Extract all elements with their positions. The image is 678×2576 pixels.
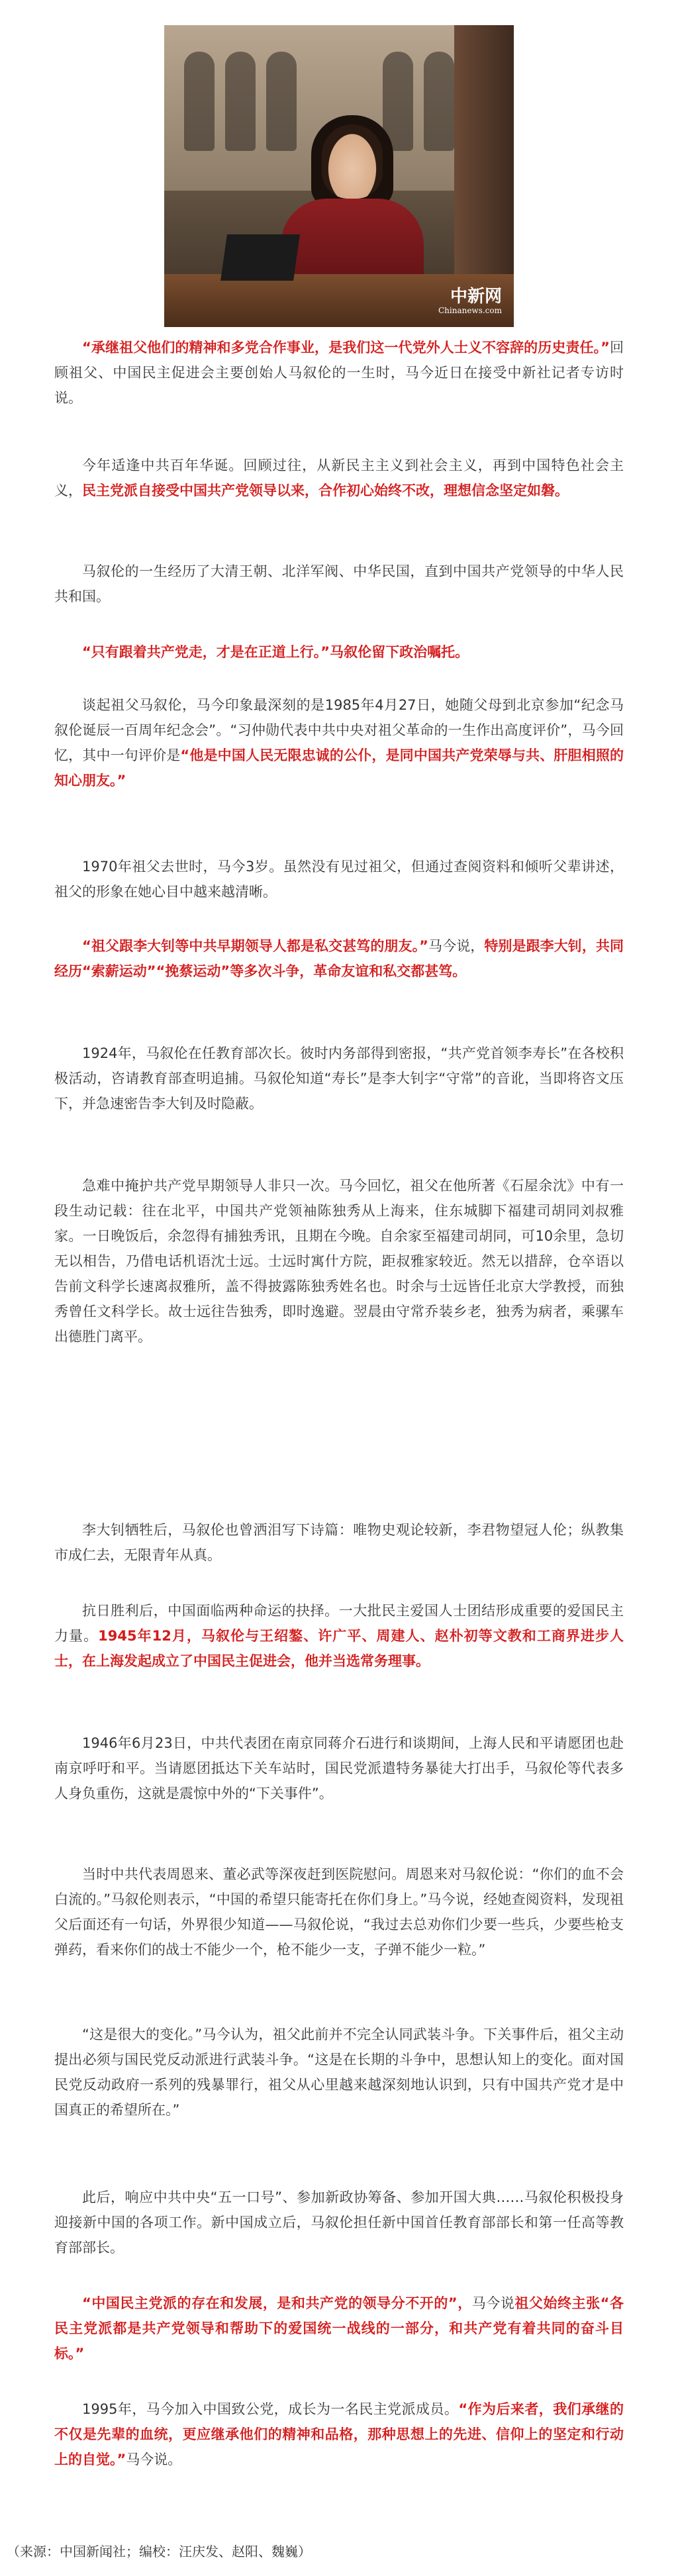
paragraph-7 [54,933,624,984]
paragraph-17 [54,2397,624,2472]
paragraph-11 [54,1598,624,1674]
paragraph-5 [54,692,624,793]
paragraph-text: 1946年6月23日，中共代表团在南京同蒋介石进行和谈期间，上海人民和平请愿团也赴南京呼吁和平。当请愿团抵达下关车站时，国民党派遣特务暴徒大打出手，马叙伦等代表多人身负重伤，这就是震惊中外的“下关事件”。 [54,1735,624,1801]
interview-photo [164,25,514,327]
paragraph-text: 急难中掩护共产党早期领导人非只一次。马今回忆，祖父在他所著《石屋余沈》中有一段生动记载：往在北平，中国共产党领袖陈独秀从上海来，住东城脚下福建司胡同刘叔雅家。一日晚饭后，余忽得有捕独秀讯，且期在今晚。自余家至福建司胡同，可10余里，急切无以相告，乃借电话机语沈士远。士远时寓什方院，距叔雅家较近。然无以措辞，仓卒语以告前文科学长速离叔雅所，盖不得披露陈独秀姓名也。时余与士远皆任北京大学教授，而独秀曾任文科学长。故士远往告独秀，即时逸避。翌晨由守常乔装乡老，独秀为病者，乘骡车出德胜门离平。 [54,1178,624,1345]
paragraph-text: 今年适逢中共百年华诞。回顾过往，从新民主主义到社会主义，再到中国特色社会主义， [54,457,624,499]
highlight-quote: 祖父始终主张“各民主党派都是共产党领导和帮助下的爱国统一战线的一部分，和共产党有着共同的奋斗目标。” [54,2295,624,2361]
photo-background-figure [424,52,454,151]
paragraph-15 [54,2185,624,2260]
paragraph-text: 当时中共代表周恩来、董必武等深夜赶到医院慰问。周恩来对马叙伦说：“你们的血不会白流的。”马叙伦则表示，“中国的希望只能寄托在你们身上。”马今说，经她查阅资料，发现祖父后面还有一句话，外界很少知道——马叙伦说，“我过去总劝你们少要一些兵，少要些枪支弹药，看来你们的战士不能少一个，枪不能少一支，子弹不能少一粒。” [54,1866,624,1958]
paragraph-text: “这是很大的变化。”马今认为，祖父此前并不完全认同武装斗争。下关事件后，祖父主动提出必须与国民党反动派进行武装斗争。“这是在长期的斗争中，思想认知上的变化。面对国民党反动政府一系列的残暴罪行，祖父从心里越来越深刻地认识到，只有中国共产党才是中国真正的希望所在。” [54,2027,624,2118]
watermark-logo-text: 中新网 [450,287,502,307]
highlight-quote: 1945年12月，马叙伦与王绍鏊、许广平、周建人、赵朴初等文教和工商界进步人士，在上海发起成立了中国民主促进会，他并当选常务理事。 [54,1628,624,1669]
source-credit: （来源：中国新闻社；编校：汪庆发、赵阳、魏巍） [7,2544,311,2559]
paragraph-text: 1924年，马叙伦在任教育部次长。彼时内务部得到密报，“共产党首领李寿长”在各校积极活动，咨请教育部查明追捕。马叙伦知道“寿长”是李大钊字“守常”的音讹，当即将咨文压下，并急速密告李大钊及时隐蔽。 [54,1045,624,1112]
highlight-quote: “只有跟着共产党走，才是在正道上行。”马叙伦留下政治嘱托。 [82,644,469,660]
paragraph-text: 马今说， [428,938,485,954]
paragraph-16 [54,2291,624,2366]
paragraph-text: 马今说 [471,2295,515,2311]
photo-person-face [322,124,383,199]
paragraph-2 [54,453,624,503]
paragraph-8 [54,1041,624,1116]
paragraph-14 [54,2022,624,2123]
watermark-url: Chinanews.com [438,305,502,315]
highlight-quote: 民主党派自接受中国共产党领导以来，合作初心始终不改，理想信念坚定如磐。 [82,483,569,499]
photo-background-figure [266,52,297,151]
photo-background-figure [184,52,215,151]
highlight-quote: “祖父跟李大钊等中共早期领导人都是私交甚笃的朋友。” [82,938,428,954]
paragraph-text: 李大钊牺牲后，马叙伦也曾洒泪写下诗篇：唯物史观论较新，李君物望冠人伦；纵教集市成仁去，无限青年从真。 [54,1522,624,1563]
paragraph-10 [54,1517,624,1568]
paragraph-text: 谈起祖父马叙伦，马今印象最深刻的是1985年4月27日，她随父母到北京参加“纪念马叙伦诞辰一百周年纪念会”。“习仲勋代表中共中央对祖父革命的一生作出高度评价”，马今回忆，其中一句评价是 [54,697,624,763]
photo-watermark [438,287,502,315]
highlight-quote: “作为后来者，我们承继的不仅是先辈的血统，更应继承他们的精神和品格，那种思想上的先进、信仰上的坚定和行动上的自觉。” [54,2401,624,2467]
photo-background-figure [225,52,256,151]
photo-laptop [220,234,300,281]
highlight-quote: “中国民主党派的存在和发展，是和共产党的领导分不开的”， [82,2295,472,2311]
highlight-quote: “他是中国人民无限忠诚的公仆，是同中国共产党荣辱与共、肝胆相照的知心朋友。” [54,747,624,788]
paragraph-6 [54,854,624,904]
paragraph-text: 此后，响应中共中央“五一口号”、参加新政协筹备、参加开国大典……马叙伦积极投身迎接新中国的各项工作。新中国成立后，马叙伦担任新中国首任教育部部长和第一任高等教育部部长。 [54,2189,624,2256]
paragraph-13 [54,1862,624,1962]
paragraph-text: 回顾祖父、中国民主促进会主要创始人马叙伦的一生时，马今近日在接受中新社记者专访时说。 [54,340,624,406]
paragraph-4 [54,640,624,665]
paragraph-text: 抗日胜利后，中国面临两种命运的抉择。一大批民主爱国人士团结形成重要的爱国民主力量。 [54,1603,624,1644]
paragraph-1 [54,335,624,410]
paragraph-text: 马今说。 [126,2452,182,2467]
paragraph-text: 1970年祖父去世时，马今3岁。虽然没有见过祖父，但通过查阅资料和倾听父辈讲述，祖父的形象在她心目中越来越清晰。 [54,859,624,900]
paragraph-text: 1995年，马今加入中国致公党，成长为一名民主党派成员。 [82,2401,459,2417]
highlight-quote: “承继祖父他们的精神和多党合作事业，是我们这一代党外人士义不容辞的历史责任。” [82,340,610,356]
paragraph-12 [54,1731,624,1806]
paragraph-9 [54,1173,624,1349]
paragraph-text: 马叙伦的一生经历了大清王朝、北洋军阀、中华民国，直到中国共产党领导的中华人民共和国。 [54,563,624,604]
paragraph-3 [54,559,624,609]
highlight-quote: 特别是跟李大钊，共同经历“索薪运动”“挽蔡运动”等多次斗争，革命友谊和私交都甚笃。 [54,938,624,979]
